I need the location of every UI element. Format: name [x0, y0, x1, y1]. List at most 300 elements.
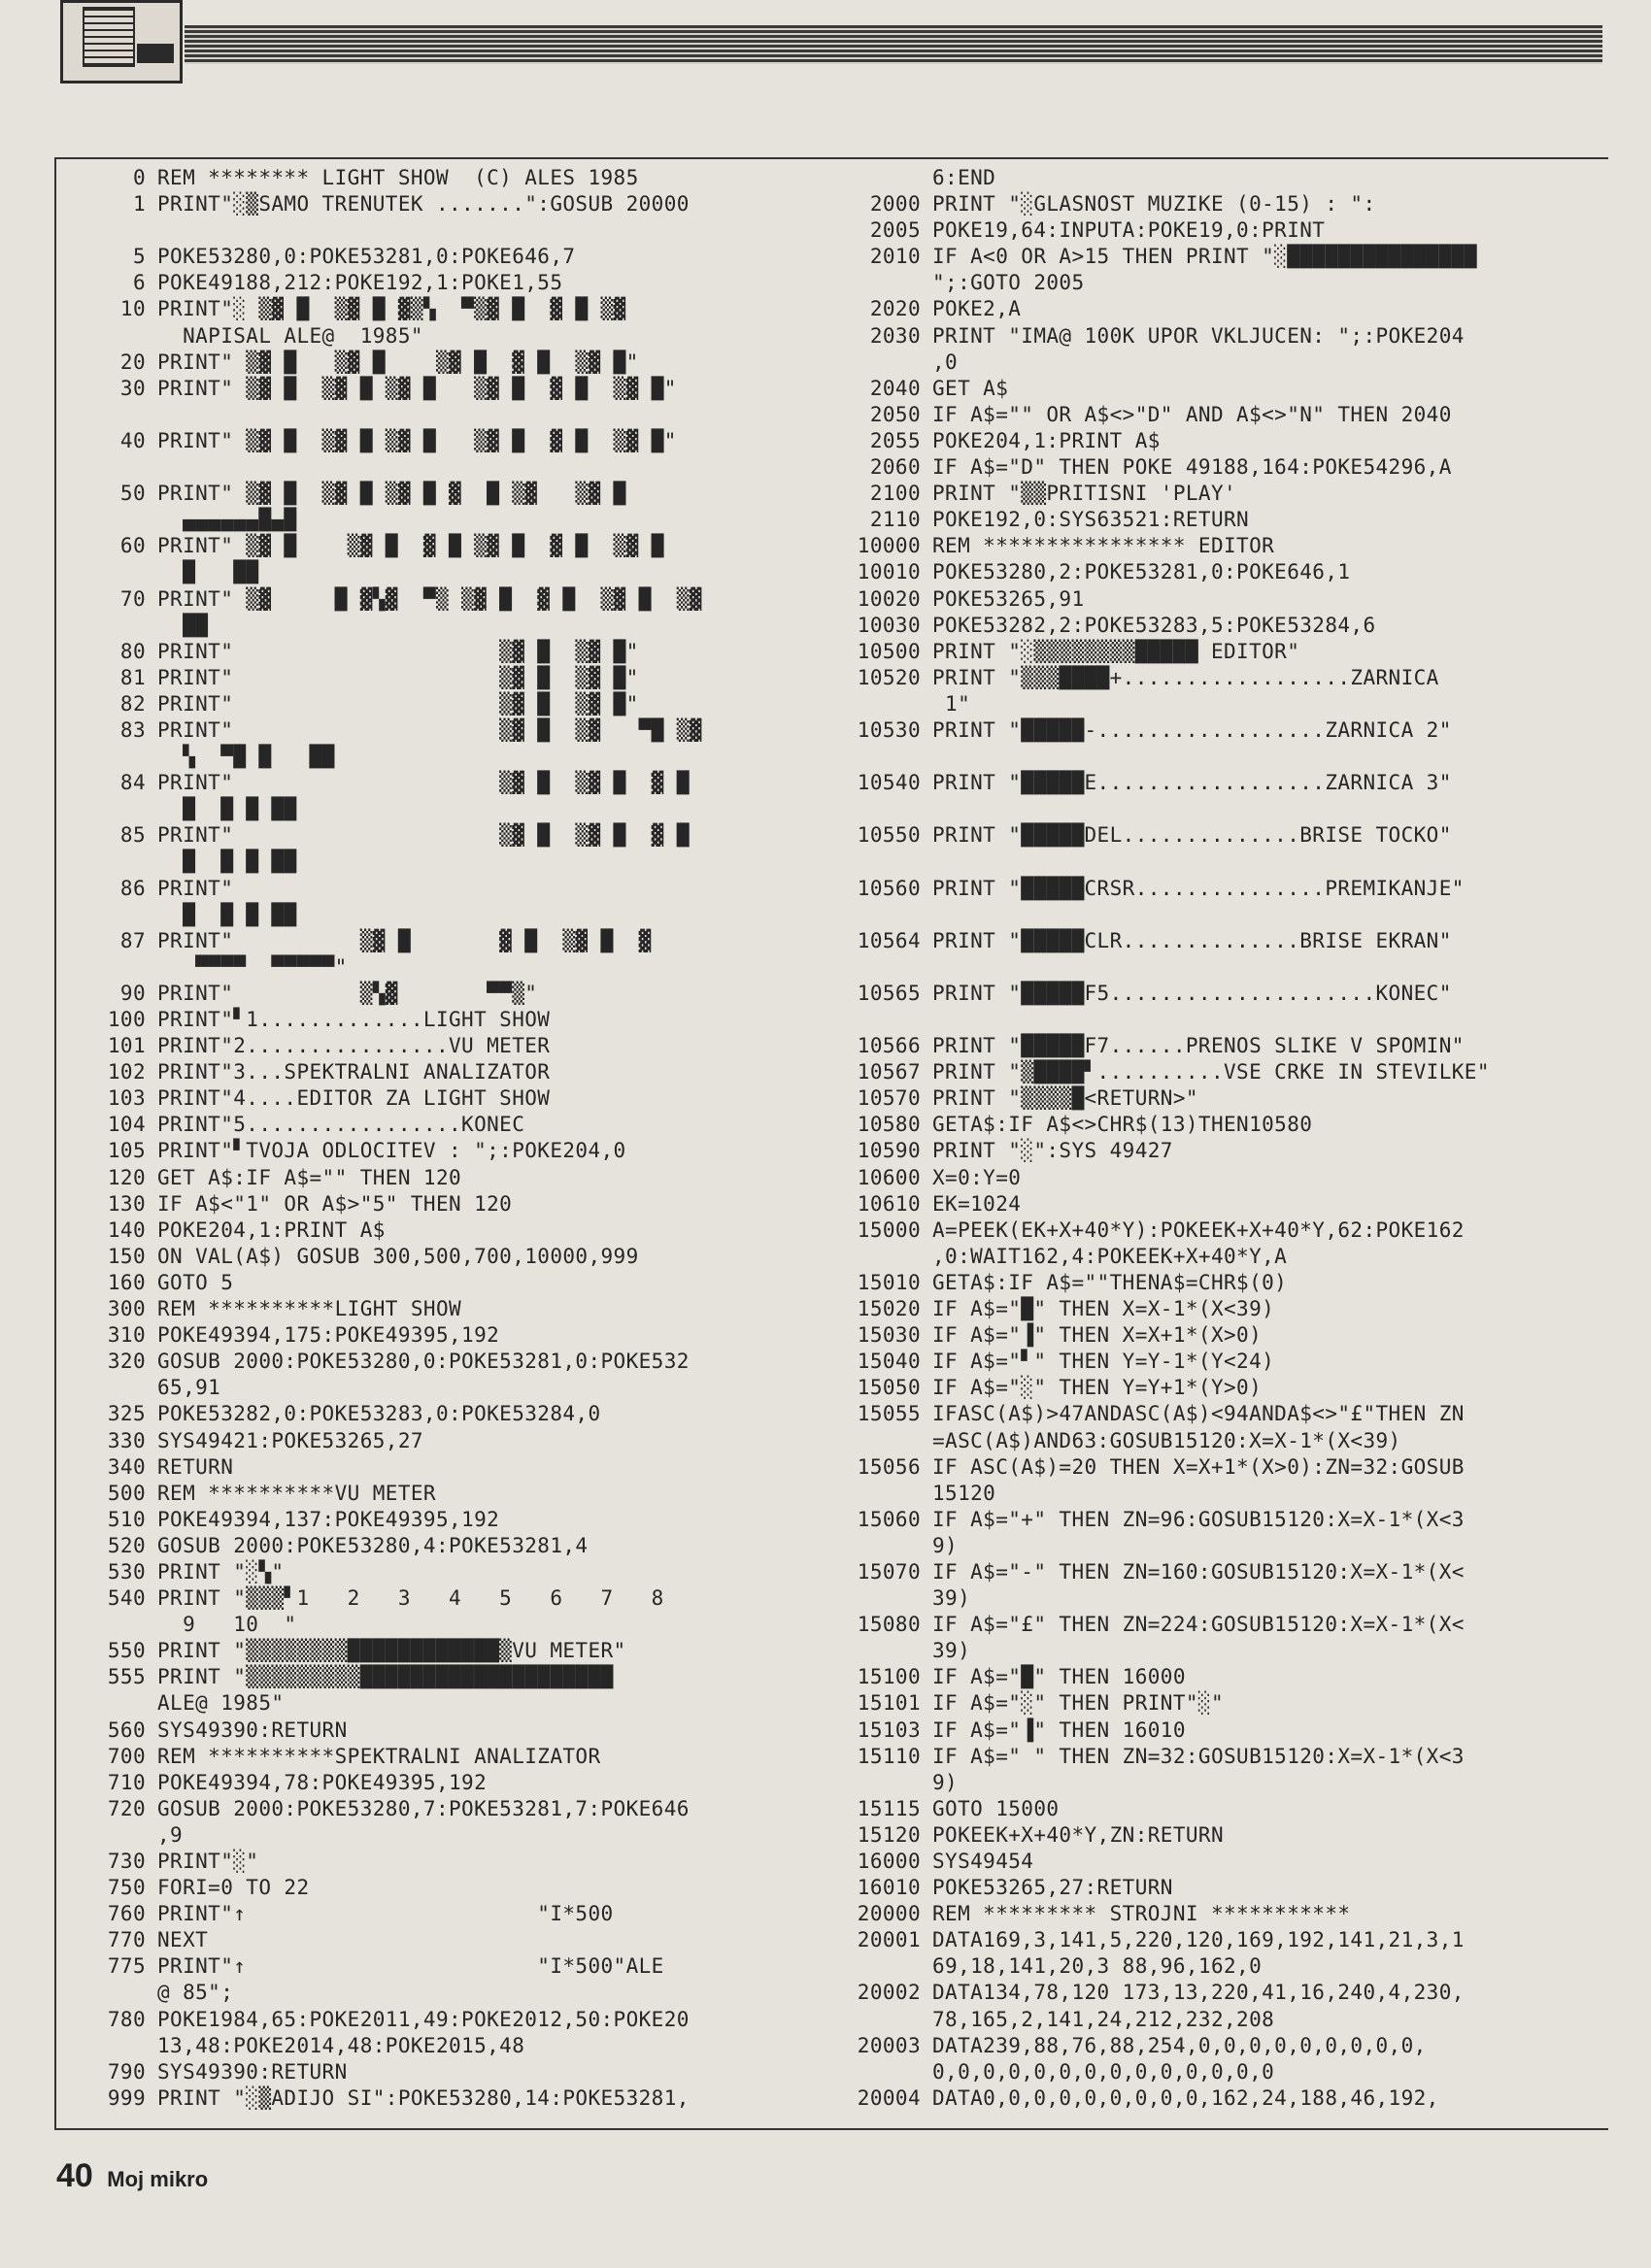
code-text: A=PEEK(EK+X+40*Y):POKEEK+X+40*Y,62:POKE162 [932, 1217, 1465, 1242]
code-text: PRINT" ▒▓ █ ▓▚▓ ▀▒ ▒▓ █ ▓ █ ▒▓ █ ▒▓ [157, 586, 702, 611]
code-line [78, 902, 811, 928]
magazine-section-logo [60, 0, 183, 83]
code-text: FORI=0 TO 22 [157, 1876, 310, 1900]
line-number: 560 [107, 1718, 146, 1742]
code-line [78, 1085, 811, 1112]
line-number: 2000 [869, 192, 921, 217]
line-number: 15060 [857, 1507, 921, 1531]
code-text: PRINT" ▒▓ █ ▒▓ █ ▒▓ █ ▒▓ █ ▓ █ ▒▓ █" [157, 428, 677, 452]
code-text: GOSUB 2000:POKE53280,7:POKE53281,7:POKE646 [157, 1796, 690, 1820]
code-text: PRINT "▒▒▒▘1 2 3 4 5 6 7 8 [157, 1586, 664, 1611]
code-line [833, 1690, 1610, 1717]
code-text: IF A$="D" THEN POKE 49188,164:POKE54296,A [932, 455, 1452, 480]
line-number: 700 [107, 1744, 146, 1768]
code-text: POKE53280,0:POKE53281,0:POKE646,7 [157, 245, 576, 269]
code-text: GOTO 15000 [932, 1796, 1060, 1820]
code-line [833, 744, 1610, 770]
code-line [78, 1296, 811, 1322]
code-line [78, 270, 811, 296]
code-text: GOTO 5 [157, 1270, 234, 1294]
line-number: 775 [107, 1954, 146, 1979]
code-line [78, 402, 811, 428]
code-line [78, 1165, 811, 1191]
code-line [78, 454, 811, 481]
code-line [78, 1980, 811, 2006]
code-text: NAPISAL ALE@ 1985" [157, 323, 423, 348]
code-line [78, 191, 811, 217]
code-text [932, 902, 1610, 928]
code-text: PRINT "█████F5.....................KONEC" [932, 981, 1452, 1005]
code-text [932, 796, 1610, 822]
code-text: PRINT "█████CLR..............BRISE EKRAN" [932, 928, 1452, 952]
frame-top-rule [54, 157, 1608, 159]
line-number: 15030 [857, 1323, 921, 1348]
code-text: NEXT [157, 1928, 209, 1952]
code-text: GET A$ [932, 376, 1009, 400]
code-text: SYS49454 [932, 1850, 1034, 1873]
code-line [78, 1690, 811, 1717]
line-number: 120 [107, 1165, 146, 1189]
code-line [78, 1533, 811, 1559]
line-number: 10566 [857, 1034, 921, 1058]
code-line [78, 1138, 811, 1164]
line-number: 10500 [857, 639, 921, 663]
line-number: 310 [107, 1323, 146, 1348]
code-text: █ ██ [157, 560, 259, 584]
code-line [78, 1559, 811, 1585]
code-text: REM ******** LIGHT SHOW (C) ALES 1985 [157, 166, 639, 189]
code-text: 78,165,2,141,24,212,232,208 [932, 2007, 1275, 2031]
code-text: 69,18,141,20,3 88,96,162,0 [932, 1954, 1263, 1979]
code-line [833, 1033, 1610, 1059]
line-number: 20002 [857, 1981, 921, 2005]
line-number [833, 1770, 932, 1796]
line-number [833, 1638, 932, 1664]
code-line [78, 1927, 811, 1953]
line-number: 10540 [857, 771, 921, 795]
line-number: 10564 [857, 928, 921, 952]
line-number: 520 [107, 1533, 146, 1557]
code-line [78, 849, 811, 875]
code-text [932, 954, 1610, 981]
line-number: 2030 [869, 323, 921, 348]
code-text: IF A$="█" THEN X=X-1*(X<39) [932, 1297, 1275, 1321]
code-line [78, 665, 811, 691]
code-text: PRINT "▒▒▒▒▒▒▒▒████████████▒VU METER" [157, 1639, 626, 1663]
line-number: 30 [119, 376, 146, 400]
code-line [78, 507, 811, 533]
code-text: PRINT "░▚" [157, 1559, 285, 1584]
code-line [78, 744, 811, 770]
code-text: POKE53265,27:RETURN [932, 1876, 1173, 1900]
code-text: █ █ █ ██ [157, 850, 297, 874]
code-text: DATA0,0,0,0,0,0,0,0,0,162,24,188,46,192, [932, 2085, 1439, 2110]
code-line [78, 1481, 811, 1507]
line-number: 330 [107, 1428, 146, 1452]
code-line [833, 796, 1610, 822]
code-line [833, 822, 1610, 849]
code-line [833, 639, 1610, 665]
code-line [78, 559, 811, 585]
code-line [78, 1349, 811, 1375]
code-line [833, 691, 1610, 717]
code-text: POKE204,1:PRINT A$ [932, 428, 1161, 452]
line-number: 140 [107, 1217, 146, 1242]
code-line [833, 507, 1610, 533]
code-text: PRINT" ▒▓ █ ▒▓ █" [157, 665, 639, 689]
line-number: 85 [119, 823, 146, 848]
code-line [78, 1217, 811, 1244]
code-line [833, 1059, 1610, 1085]
code-text: POKE53282,2:POKE53283,5:POKE53284,6 [932, 613, 1376, 637]
code-line [78, 1849, 811, 1875]
code-text: PRINT" ▒▓ █ ▒▓ █ ▒▓ █ ▒▓ █ ▓ █ ▒▓ █" [157, 376, 677, 400]
line-number [78, 1822, 157, 1849]
line-number: 720 [107, 1796, 146, 1820]
code-line [833, 1244, 1610, 1270]
line-number [78, 1980, 157, 2006]
line-number [78, 323, 157, 350]
code-line [78, 217, 811, 244]
code-line [78, 822, 811, 849]
frame-left-rule [54, 157, 56, 2128]
code-line [78, 1191, 811, 1217]
code-line [833, 1718, 1610, 1744]
code-text: PRINT "░▒ADIJO SI":POKE53280,14:POKE53281, [157, 2085, 690, 2110]
code-text: GETA$:IF A$<>CHR$(13)THEN10580 [932, 1113, 1313, 1137]
code-line [833, 481, 1610, 507]
code-text: IF A$="▘" THEN Y=Y-1*(Y<24) [932, 1350, 1275, 1374]
line-number: 50 [119, 482, 146, 506]
code-line [833, 1481, 1610, 1507]
line-number: 6 [132, 271, 146, 295]
code-line [833, 350, 1610, 376]
code-text: PRINT "█████CRSR...............PREMIKANJE" [932, 876, 1465, 900]
line-number: 2020 [869, 297, 921, 321]
code-line [78, 1822, 811, 1849]
code-line [833, 1849, 1610, 1875]
line-number: 84 [119, 771, 146, 795]
code-line [833, 165, 1610, 191]
code-text: PRINT"░" [157, 1850, 259, 1873]
code-line [833, 1165, 1610, 1191]
line-number [78, 217, 157, 244]
line-number: 780 [107, 2007, 146, 2031]
line-number [833, 350, 932, 376]
code-line [833, 2033, 1610, 2059]
line-number: 2010 [869, 245, 921, 269]
code-line [833, 559, 1610, 585]
line-number: 999 [107, 2085, 146, 2110]
code-line [78, 1270, 811, 1296]
code-text: ,0 [932, 350, 959, 374]
line-number [833, 1428, 932, 1454]
line-number: 15020 [857, 1297, 921, 1321]
code-text: POKEEK+X+40*Y,ZN:RETURN [932, 1822, 1224, 1847]
code-line [78, 2085, 811, 2112]
line-number [833, 2007, 932, 2033]
logo-mark [137, 44, 174, 63]
code-text: IF A$="▐" THEN X=X+1*(X>0) [932, 1323, 1263, 1348]
code-line [833, 1638, 1610, 1664]
code-line [833, 876, 1610, 902]
code-line [78, 428, 811, 454]
code-text: PRINT" ▒▚▓ ▀▀▒" [157, 981, 538, 1005]
code-text: =ASC(A$)AND63:GOSUB15120:X=X-1*(X<39) [932, 1428, 1401, 1452]
code-line [833, 1401, 1610, 1427]
line-number: 10580 [857, 1113, 921, 1137]
code-text: GOSUB 2000:POKE53280,4:POKE53281,4 [157, 1533, 589, 1557]
code-text: 9) [932, 1533, 959, 1557]
code-text: PRINT" ▒▓ █ ▒▓ █ ▓ █ [157, 823, 690, 848]
line-number: 2050 [869, 402, 921, 426]
code-line [833, 191, 1610, 217]
code-text: @ 85"; [157, 1981, 234, 2005]
code-line [78, 2033, 811, 2059]
code-text: POKE1984,65:POKE2011,49:POKE2012,50:POKE20 [157, 2007, 690, 2031]
line-number: 100 [107, 1008, 146, 1031]
line-number: 20 [119, 350, 146, 374]
listing-icon [83, 7, 135, 67]
line-number: 40 [119, 428, 146, 452]
code-line [833, 1953, 1610, 1980]
code-line [833, 1875, 1610, 1901]
line-number [78, 1375, 157, 1401]
code-text: 15120 [932, 1481, 996, 1505]
code-text: IF A$="" OR A$<>"D" AND A$<>"N" THEN 2040 [932, 402, 1452, 426]
code-line [78, 1875, 811, 1901]
line-number: 10 [119, 297, 146, 321]
code-text: PRINT "█████DEL..............BRISE TOCKO" [932, 823, 1452, 848]
code-text: PRINT" [157, 876, 234, 900]
code-line [78, 586, 811, 613]
code-text: IF A$="░" THEN PRINT"░" [932, 1691, 1224, 1716]
frame-bottom-rule [54, 2128, 1608, 2130]
code-line [78, 639, 811, 665]
code-line [78, 1664, 811, 1690]
code-line [833, 1454, 1610, 1481]
line-number: 15115 [857, 1796, 921, 1820]
code-line [833, 1585, 1610, 1612]
line-number [78, 1690, 157, 1717]
code-line [78, 1401, 811, 1427]
line-number: 760 [107, 1902, 146, 1926]
code-line [833, 1507, 1610, 1533]
code-text: IF A$="░" THEN Y=Y+1*(Y>0) [932, 1376, 1263, 1400]
code-line [833, 296, 1610, 322]
code-text: PRINT"3...SPEKTRALNI ANALIZATOR [157, 1060, 551, 1084]
line-number [833, 1244, 932, 1270]
code-line [78, 376, 811, 402]
code-line [833, 1559, 1610, 1585]
code-text: POKE192,0:SYS63521:RETURN [932, 508, 1250, 532]
line-number: 81 [119, 665, 146, 689]
code-text: ,9 [157, 1822, 184, 1847]
code-text: EK=1024 [932, 1191, 1022, 1216]
code-line [833, 323, 1610, 350]
listing-left-column [78, 165, 811, 2112]
code-line [78, 770, 811, 796]
code-text: SYS49421:POKE53265,27 [157, 1428, 423, 1452]
code-text: DATA169,3,141,5,220,120,169,192,141,21,3,1 [932, 1928, 1465, 1952]
code-line [78, 1638, 811, 1664]
code-text: 0,0,0,0,0,0,0,0,0,0,0,0,0,0 [932, 2059, 1275, 2084]
code-text: PRINT "█████-..................ZARNICA 2" [932, 717, 1452, 742]
line-number [833, 1585, 932, 1612]
code-line [78, 323, 811, 350]
code-text: IF A$=" " THEN ZN=32:GOSUB15120:X=X-1*(X<3 [932, 1744, 1465, 1768]
line-number: 15056 [857, 1454, 921, 1479]
code-text: REM **********SPEKTRALNI ANALIZATOR [157, 1744, 601, 1768]
line-number: 160 [107, 1270, 146, 1294]
code-text: PRINT"↑ "I*500"ALE [157, 1954, 664, 1979]
code-line [78, 1770, 811, 1796]
code-text: PRINT "▒▒▒▒▒▒▒▒▒████████████████████ [157, 1665, 614, 1689]
line-number: 1 [132, 192, 146, 217]
line-number: 320 [107, 1350, 146, 1374]
code-line [833, 454, 1610, 481]
line-number: 15000 [857, 1217, 921, 1242]
line-number: 15110 [857, 1744, 921, 1768]
code-line [78, 244, 811, 270]
line-number: 15080 [857, 1613, 921, 1637]
code-line [833, 1322, 1610, 1349]
code-text: █ █ █ ██ [157, 797, 297, 821]
line-number: 10567 [857, 1060, 921, 1084]
line-number: 87 [119, 928, 146, 952]
code-line [78, 613, 811, 639]
code-text: X=0:Y=0 [932, 1165, 1022, 1189]
line-number [78, 2033, 157, 2059]
page-number: 40 [56, 2157, 93, 2194]
line-number [78, 954, 157, 981]
code-text: PRINT "█████E..................ZARNICA 3" [932, 771, 1452, 795]
line-number: 790 [107, 2059, 146, 2084]
code-line [833, 1191, 1610, 1217]
line-number: 10570 [857, 1086, 921, 1111]
code-line [833, 954, 1610, 981]
code-line [78, 1007, 811, 1033]
code-text: REM **************** EDITOR [932, 534, 1275, 558]
line-number [833, 796, 932, 822]
code-text: IFASC(A$)>47ANDASC(A$)<94ANDA$<>"£"THEN ZN [932, 1402, 1465, 1426]
line-number: 325 [107, 1402, 146, 1426]
line-number: 20003 [857, 2033, 921, 2057]
header-stripe [185, 25, 1602, 64]
line-number [833, 165, 932, 191]
code-text: IF A$="-" THEN ZN=160:GOSUB15120:X=X-1*(X< [932, 1559, 1465, 1584]
line-number [78, 507, 157, 533]
line-number [833, 270, 932, 296]
code-line [833, 1770, 1610, 1796]
code-text: PRINT" ▒▓ █ ▒▓ █ ▒▓ █ ▓ █ ▒▓ ▒▓ █ [157, 482, 626, 506]
line-number: 10020 [857, 586, 921, 611]
magazine-name: Moj mikro [107, 2167, 209, 2191]
code-text: ▚ ▀█ █ ██ [157, 745, 335, 769]
line-number: 105 [107, 1139, 146, 1163]
code-text: PRINT "▒▒▒▒█<RETURN>" [932, 1086, 1198, 1111]
code-line [78, 1428, 811, 1454]
code-line [78, 954, 811, 981]
line-number: 15103 [857, 1718, 921, 1742]
code-line [78, 796, 811, 822]
code-text: PRINT "█████F7......PRENOS SLIKE V SPOMIN" [932, 1034, 1465, 1058]
line-number: 10550 [857, 823, 921, 848]
code-text: POKE53280,2:POKE53281,0:POKE646,1 [932, 560, 1351, 584]
line-number: 15120 [857, 1822, 921, 1847]
code-line [833, 533, 1610, 559]
line-number [78, 454, 157, 481]
line-number: 10560 [857, 876, 921, 900]
line-number: 86 [119, 876, 146, 900]
code-text: POKE49188,212:POKE192,1:POKE1,55 [157, 271, 563, 295]
code-text: PRINT" ▒▓ █ ▓ █ ▒▓ █ ▓ [157, 928, 652, 952]
code-text: PRINT"▘1.............LIGHT SHOW [157, 1008, 551, 1031]
line-number [78, 744, 157, 770]
line-number: 2055 [869, 428, 921, 452]
line-number [833, 2059, 932, 2085]
code-line [78, 350, 811, 376]
code-line [833, 270, 1610, 296]
line-number: 80 [119, 639, 146, 663]
line-number: 15070 [857, 1559, 921, 1584]
line-number: 20004 [857, 2085, 921, 2110]
line-number: 15040 [857, 1350, 921, 1374]
line-number: 15010 [857, 1270, 921, 1294]
code-text: IF ASC(A$)=20 THEN X=X+1*(X>0):ZN=32:GOSUB [932, 1454, 1465, 1479]
code-text: PRINT" ▒▓ █ ▒▓ █" [157, 691, 639, 716]
code-line [833, 1112, 1610, 1138]
code-text: GET A$:IF A$="" THEN 120 [157, 1165, 462, 1189]
line-number: 82 [119, 691, 146, 716]
code-text: IF A$="£" THEN ZN=224:GOSUB15120:X=X-1*(X< [932, 1613, 1465, 1637]
code-line [833, 1796, 1610, 1822]
code-text: PRINT "░▒▒▒▒▒▒▒▒█████ EDITOR" [932, 639, 1300, 663]
code-text: 6:END [932, 166, 996, 189]
line-number [78, 402, 157, 428]
code-text [932, 1007, 1610, 1033]
code-line [78, 1718, 811, 1744]
line-number: 300 [107, 1297, 146, 1321]
line-number: 540 [107, 1586, 146, 1611]
line-number: 10600 [857, 1165, 921, 1189]
code-text: POKE49394,137:POKE49395,192 [157, 1507, 500, 1531]
code-text: PRINT" ▒▓ █ ▒▓ █ ▒▓ █ ▓ █ ▒▓ █" [157, 350, 639, 374]
code-text [932, 849, 1610, 875]
code-text: PRINT"2................VU METER [157, 1034, 551, 1058]
code-line [833, 1428, 1610, 1454]
code-line [833, 849, 1610, 875]
line-number: 10000 [857, 534, 921, 558]
line-number: 10010 [857, 560, 921, 584]
code-line [78, 981, 811, 1007]
line-number: 530 [107, 1559, 146, 1584]
code-text: POKE53282,0:POKE53283,0:POKE53284,0 [157, 1402, 601, 1426]
code-text: POKE53265,91 [932, 586, 1085, 611]
code-text: DATA134,78,120 173,13,220,41,16,240,4,230, [932, 1981, 1465, 2005]
code-line [78, 165, 811, 191]
code-text: POKE19,64:INPUTA:POKE19,0:PRINT [932, 218, 1326, 243]
code-text: PRINT"↑ "I*500 [157, 1902, 614, 1926]
code-line [78, 481, 811, 507]
code-text: GOSUB 2000:POKE53280,0:POKE53281,0:POKE532 [157, 1350, 690, 1374]
code-line [833, 1296, 1610, 1322]
code-text: 13,48:POKE2014,48:POKE2015,48 [157, 2033, 525, 2057]
code-line [833, 586, 1610, 613]
code-line [833, 428, 1610, 454]
code-line [78, 717, 811, 744]
code-text: PRINT"░ ▒▓ █ ▒▓ █ ▓▒▚ ▀▒▓ █ ▓ █ ▒▓ [157, 297, 626, 321]
